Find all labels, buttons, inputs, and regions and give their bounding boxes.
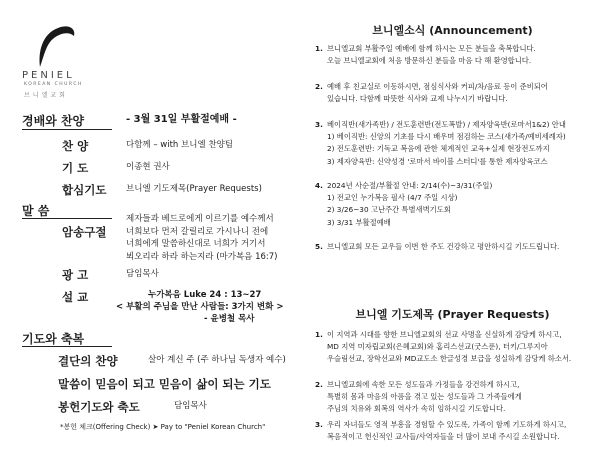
recitation-line: 뵈오리라 하라 하는지라 (마가복음 16:7): [126, 251, 278, 262]
offering-value: 담임목사: [174, 401, 207, 411]
sermon-label: 설 교: [62, 290, 89, 304]
worship-section-title: 경배와 찬양: [22, 114, 85, 128]
prayer-requests-title: 브니엘 기도제목 (Prayer Requests): [355, 308, 550, 321]
announcement-title: 브니엘소식 (Announcement): [372, 24, 533, 37]
joint-prayer-value: 브니엘 기도제목(Prayer Requests): [126, 184, 262, 194]
word-divider: [22, 218, 112, 219]
prayer-blessing-divider: [22, 346, 112, 347]
joint-prayer-label: 합심기도: [62, 183, 107, 197]
logo-name-ko: 브니엘교회: [24, 92, 68, 99]
offering-check-note: *봉헌 체크(Offering Check) ➤ Pay to "Peniel Korean Church": [60, 423, 266, 431]
sermon-title: < 부활의 주님을 만난 사람들: 3가지 변화 >: [116, 302, 284, 312]
prayer-request-item: 1. 이 지역과 시대를 향한 브니엘교회의 선교 사명을 신실하게 감당케 하시고, MD 지역 미자립교회(은혜교회)와 홈리스선교(굿스푼), 터키/그루지아 우슬림선교, 장학선교와 MD교도소 한글성경 보급을 성실하게 감당케 하소서.: [315, 330, 572, 364]
prayer-request-item: 2. 브니엘교회에 속한 모든 성도들과 가정들을 강건하게 하시고, 특별히 몸과 마음의 아픔을 겪고 있는 성도들과 그 가족들에게 주님의 치유와 회복의 역사가 속히 임하시길 기도합니다.: [315, 380, 522, 414]
worship-divider: [22, 129, 112, 130]
announcement-item: 4. 2024년 사순절/부활절 안내: 2/14(수)~3/31(주일) 1) 전교인 누가복음 필사 (4/7 주일 시상) 2) 3/26~30 고난주간 특별새벽기도회 3) 3/31 부활절예배: [315, 181, 493, 227]
ads-label: 광 고: [62, 268, 89, 282]
prayer-blessing-section-title: 기도와 축복: [22, 332, 85, 346]
recitation-line: 너희에게 말씀하신대로 너희가 거기서: [126, 239, 266, 249]
prayer-request-item: 3. 우리 자녀들도 영적 부흥을 경험할 수 있도록, 가족이 함께 기도하게 하시고, 복음적이고 헌신적인 교사들/사역자들을 더 많이 보내 주시길 소원합니다.: [315, 420, 567, 442]
hymn-label: 찬 양: [62, 139, 89, 153]
prayer-label: 기 도: [62, 161, 89, 175]
bulletin-notices: [305, 0, 600, 464]
announcement-item: 1. 브니엘교회 부활주일 예배에 함께 하시는 모든 분들을 축복합니다. 오늘 브니엘교회에 처음 방문하신 분들을 마음 다 해 환영합니다.: [315, 44, 536, 66]
decision-hymn-value: 살아 계신 주 (주 하나님 독생자 예수): [148, 355, 286, 365]
ads-value: 담임목사: [126, 269, 159, 279]
announcement-item: 2. 예배 후 친교실로 이동하시면, 점심식사와 커피/차/음료 등이 준비되어 있습니다. 다함께 따뜻한 식사와 교제 나누시기 바랍니다.: [315, 82, 548, 104]
word-section-title: 말 씀: [22, 204, 50, 218]
announcement-item: 3. 베이직반(새가족반) / 전도훈련반(전도폭발) / 제자양육반(로마서1&2) 안내 1) 베이직반: 신앙의 기초를 다시 배우며 점검하는 코스(새가족/예비세례자) 2) 전도훈련반: 기독교 복음에 관한 체계적인 교육+실제 현장전도까지 3) 제자양육반: 신약성경 '로마서 바이블 스터디'를 통한 제자양육코스: [315, 120, 566, 166]
sermon-preacher: - 윤병철 목사: [204, 314, 255, 324]
sermon-scripture: 누가복음 Luke 24 : 13~27: [148, 290, 262, 300]
hymn-value: 다함께 – with 브니엘 찬양팀: [126, 140, 233, 150]
service-subtitle: - 3월 31일 부활절예배 -: [126, 114, 237, 125]
decision-hymn-label: 결단의 찬양: [58, 354, 118, 368]
prayer-value: 이종현 권사: [126, 162, 170, 172]
offering-label: 봉헌기도와 축도: [58, 400, 140, 414]
faith-prayer-line: 말씀이 믿음이 되고 믿음이 삶이 되는 기도: [58, 377, 271, 391]
logo-sub-en: KOREAN CHURCH: [24, 82, 83, 87]
recitation-line: 제자들과 베드로에게 이르기를 예수께서: [126, 214, 274, 224]
recitation-line: 너희보다 먼저 갈릴리로 가시나니 전에: [126, 226, 269, 237]
announcement-item: 5. 브니엘교회 모든 교우들 이번 한 주도 건강하고 평안하시길 기도드립니다.: [315, 242, 560, 251]
recitation-text: [126, 213, 277, 263]
recitation-label: 암송구절: [62, 225, 107, 239]
logo-name-en: PENIEL: [22, 70, 75, 81]
